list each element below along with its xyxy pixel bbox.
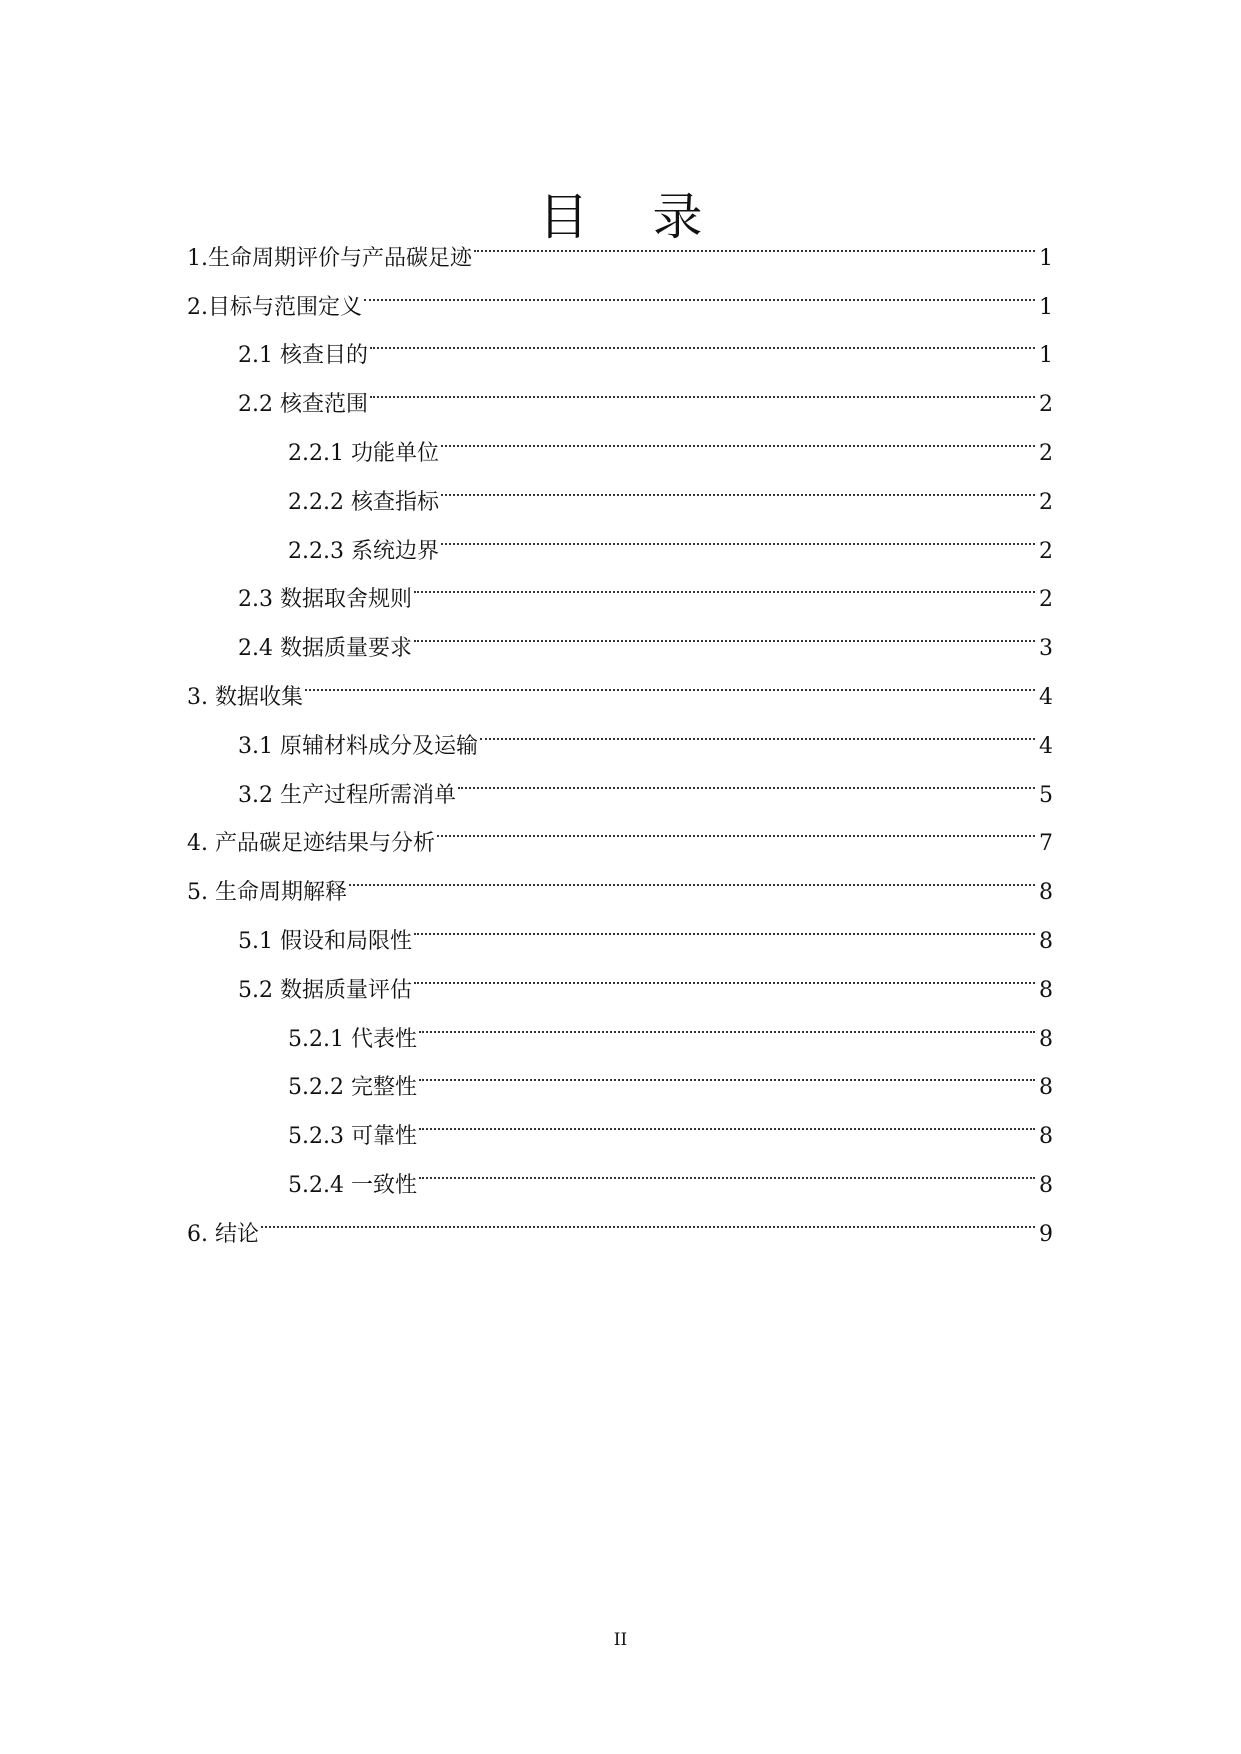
toc-entry-label: 5.2.4 一致性 <box>288 1172 417 1198</box>
toc-entry-page: 8 <box>1039 1172 1053 1198</box>
toc-entry-page: 5 <box>1039 782 1053 808</box>
toc-dot-leader <box>419 997 1035 1046</box>
toc-entry-page: 8 <box>1039 928 1053 954</box>
toc-entry-label: 2.2.1 功能单位 <box>288 440 439 466</box>
toc-entry-label: 5.2.2 完整性 <box>288 1075 417 1101</box>
toc-title-char-2: 录 <box>652 187 703 246</box>
toc-dot-leader <box>305 655 1035 704</box>
toc-entry[interactable] <box>187 655 1053 710</box>
toc-dot-leader <box>370 314 1035 363</box>
toc-entry[interactable] <box>187 1192 1053 1247</box>
toc-entry-label: 5.2.1 代表性 <box>288 1026 417 1052</box>
toc-entry-label: 4. 产品碳足迹结果与分析 <box>187 831 435 857</box>
toc-entry-label: 3.2 生产过程所需消单 <box>238 782 456 808</box>
toc-dot-leader <box>441 460 1035 509</box>
toc-entry-label: 5.2.3 可靠性 <box>288 1124 417 1150</box>
toc-entry-page: 2 <box>1039 440 1053 466</box>
toc-entry-page: 4 <box>1039 733 1053 759</box>
toc-entry-page: 8 <box>1039 1075 1053 1101</box>
toc-dot-leader <box>419 1143 1035 1192</box>
toc-dot-leader <box>414 899 1035 948</box>
toc-dot-leader <box>441 509 1035 558</box>
toc-entry-label: 1.生命周期评价与产品碳足迹 <box>187 245 472 271</box>
toc-entry-label: 3.1 原辅材料成分及运输 <box>238 733 478 759</box>
toc-entry-page: 4 <box>1039 684 1053 710</box>
toc-dot-leader <box>441 411 1035 460</box>
toc-entry-label: 2.1 核查目的 <box>238 343 368 369</box>
toc-entry[interactable] <box>187 216 1053 271</box>
toc-entry-page: 2 <box>1039 392 1053 418</box>
toc-dot-leader <box>414 558 1035 607</box>
toc-dot-leader <box>364 265 1035 314</box>
toc-entry[interactable] <box>187 704 1053 759</box>
toc-entry-label: 5.2 数据质量评估 <box>238 977 412 1003</box>
toc-entry-page: 8 <box>1039 977 1053 1003</box>
toc-dot-leader <box>414 948 1035 997</box>
toc-entry-page: 2 <box>1039 489 1053 515</box>
toc-entry-label: 3. 数据收集 <box>187 684 303 710</box>
toc-entry-label: 2.2.3 系统边界 <box>288 538 439 564</box>
toc-entry-page: 7 <box>1039 831 1053 857</box>
toc-entry-label: 5.1 假设和局限性 <box>238 928 412 954</box>
toc-entry-page: 2 <box>1039 587 1053 613</box>
toc-dot-leader <box>419 1094 1035 1143</box>
toc-dot-leader <box>474 216 1035 265</box>
toc-entry-page: 8 <box>1039 880 1053 906</box>
toc-entry-page: 9 <box>1039 1221 1053 1247</box>
toc-entry-label: 2.3 数据取舍规则 <box>238 587 412 613</box>
toc-entry-page: 1 <box>1039 343 1053 369</box>
toc-entry-label: 2.目标与范围定义 <box>187 294 362 320</box>
toc-dot-leader <box>480 704 1035 753</box>
toc-entry-label: 2.2.2 核查指标 <box>288 489 439 515</box>
toc-dot-leader <box>261 1192 1035 1241</box>
toc-dot-leader <box>458 753 1035 802</box>
toc-dot-leader <box>419 1046 1035 1095</box>
table-of-contents <box>187 216 1053 1247</box>
toc-entry-page: 3 <box>1039 636 1053 662</box>
toc-entry-label: 2.2 核查范围 <box>238 392 368 418</box>
toc-dot-leader <box>437 802 1035 851</box>
page-number: II <box>613 1630 628 1650</box>
toc-title-char-1: 目 <box>538 187 589 246</box>
toc-dot-leader <box>370 362 1035 411</box>
toc-entry-page: 8 <box>1039 1026 1053 1052</box>
toc-entry-page: 1 <box>1039 294 1053 320</box>
toc-entry-page: 8 <box>1039 1124 1053 1150</box>
toc-entry-page: 2 <box>1039 538 1053 564</box>
toc-dot-leader <box>414 606 1035 655</box>
toc-entry-label: 5. 生命周期解释 <box>187 880 347 906</box>
toc-entry-label: 6. 结论 <box>187 1221 259 1247</box>
toc-dot-leader <box>349 850 1035 899</box>
toc-entry-page: 1 <box>1039 245 1053 271</box>
toc-entry-label: 2.4 数据质量要求 <box>238 636 412 662</box>
